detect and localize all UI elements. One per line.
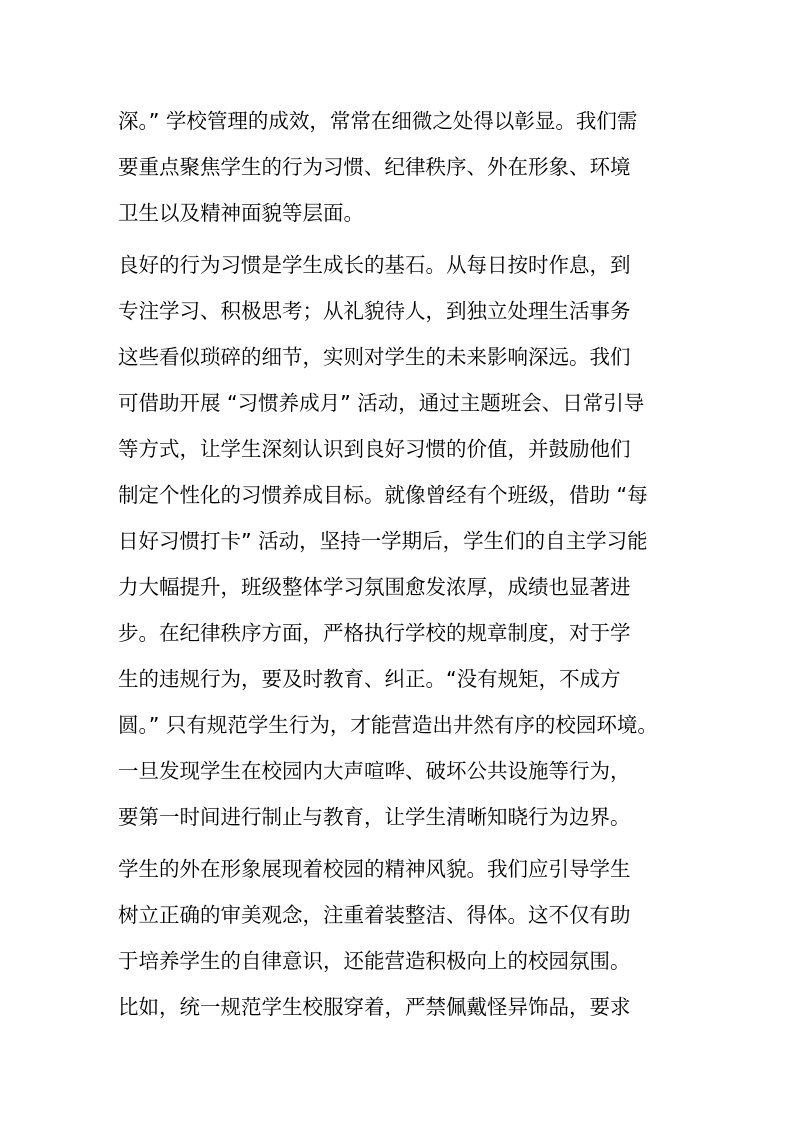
text-line: 要第一时间进行制止与教育，让学生清晰知晓行为边界。: [118, 805, 631, 829]
text-line: 于培养学生的自律意识，还能营造积极向上的校园氛围。: [118, 949, 631, 973]
text-line: 学生的外在形象展现着校园的精神风貌。我们应引导学生: [118, 857, 631, 881]
text-line: 制定个性化的习惯养成目标。就像曾经有个班级，借助 “每: [118, 483, 648, 507]
text-line: 力大幅提升，班级整体学习氛围愈发浓厚，成绩也显著进: [118, 575, 631, 599]
text-line: 可借助开展 “习惯养成月” 活动，通过主题班会、日常引导: [118, 391, 645, 415]
text-line: 卫生以及精神面貌等层面。: [118, 201, 364, 225]
text-line: 一旦发现学生在校园内大声喧哗、破坏公共设施等行为，: [118, 759, 631, 783]
text-line: 深。” 学校管理的成效，常常在细微之处得以彰显。我们需: [118, 109, 638, 133]
text-line: 日好习惯打卡” 活动，坚持一学期后，学生们的自主学习能: [118, 529, 648, 553]
text-line: 要重点聚焦学生的行为习惯、纪律秩序、外在形象、环境: [118, 155, 631, 179]
text-line: 等方式，让学生深刻认识到良好习惯的价值，并鼓励他们: [118, 437, 631, 461]
text-line: 圆。” 只有规范学生行为，才能营造出井然有序的校园环境。: [118, 713, 658, 737]
text-line: 专注学习、积极思考；从礼貌待人，到独立处理生活事务: [118, 299, 631, 323]
text-line: 良好的行为习惯是学生成长的基石。从每日按时作息，到: [118, 253, 631, 277]
text-line: 生的违规行为，要及时教育、纠正。“没有规矩，不成方: [118, 667, 621, 691]
text-line: 这些看似琐碎的细节，实则对学生的未来影响深远。我们: [118, 345, 631, 369]
text-line: 树立正确的审美观念，注重着装整洁、得体。这不仅有助: [118, 903, 631, 927]
text-line: 比如，统一规范学生校服穿着，严禁佩戴怪异饰品，要求: [118, 995, 631, 1019]
text-line: 步。在纪律秩序方面，严格执行学校的规章制度，对于学: [118, 621, 631, 645]
